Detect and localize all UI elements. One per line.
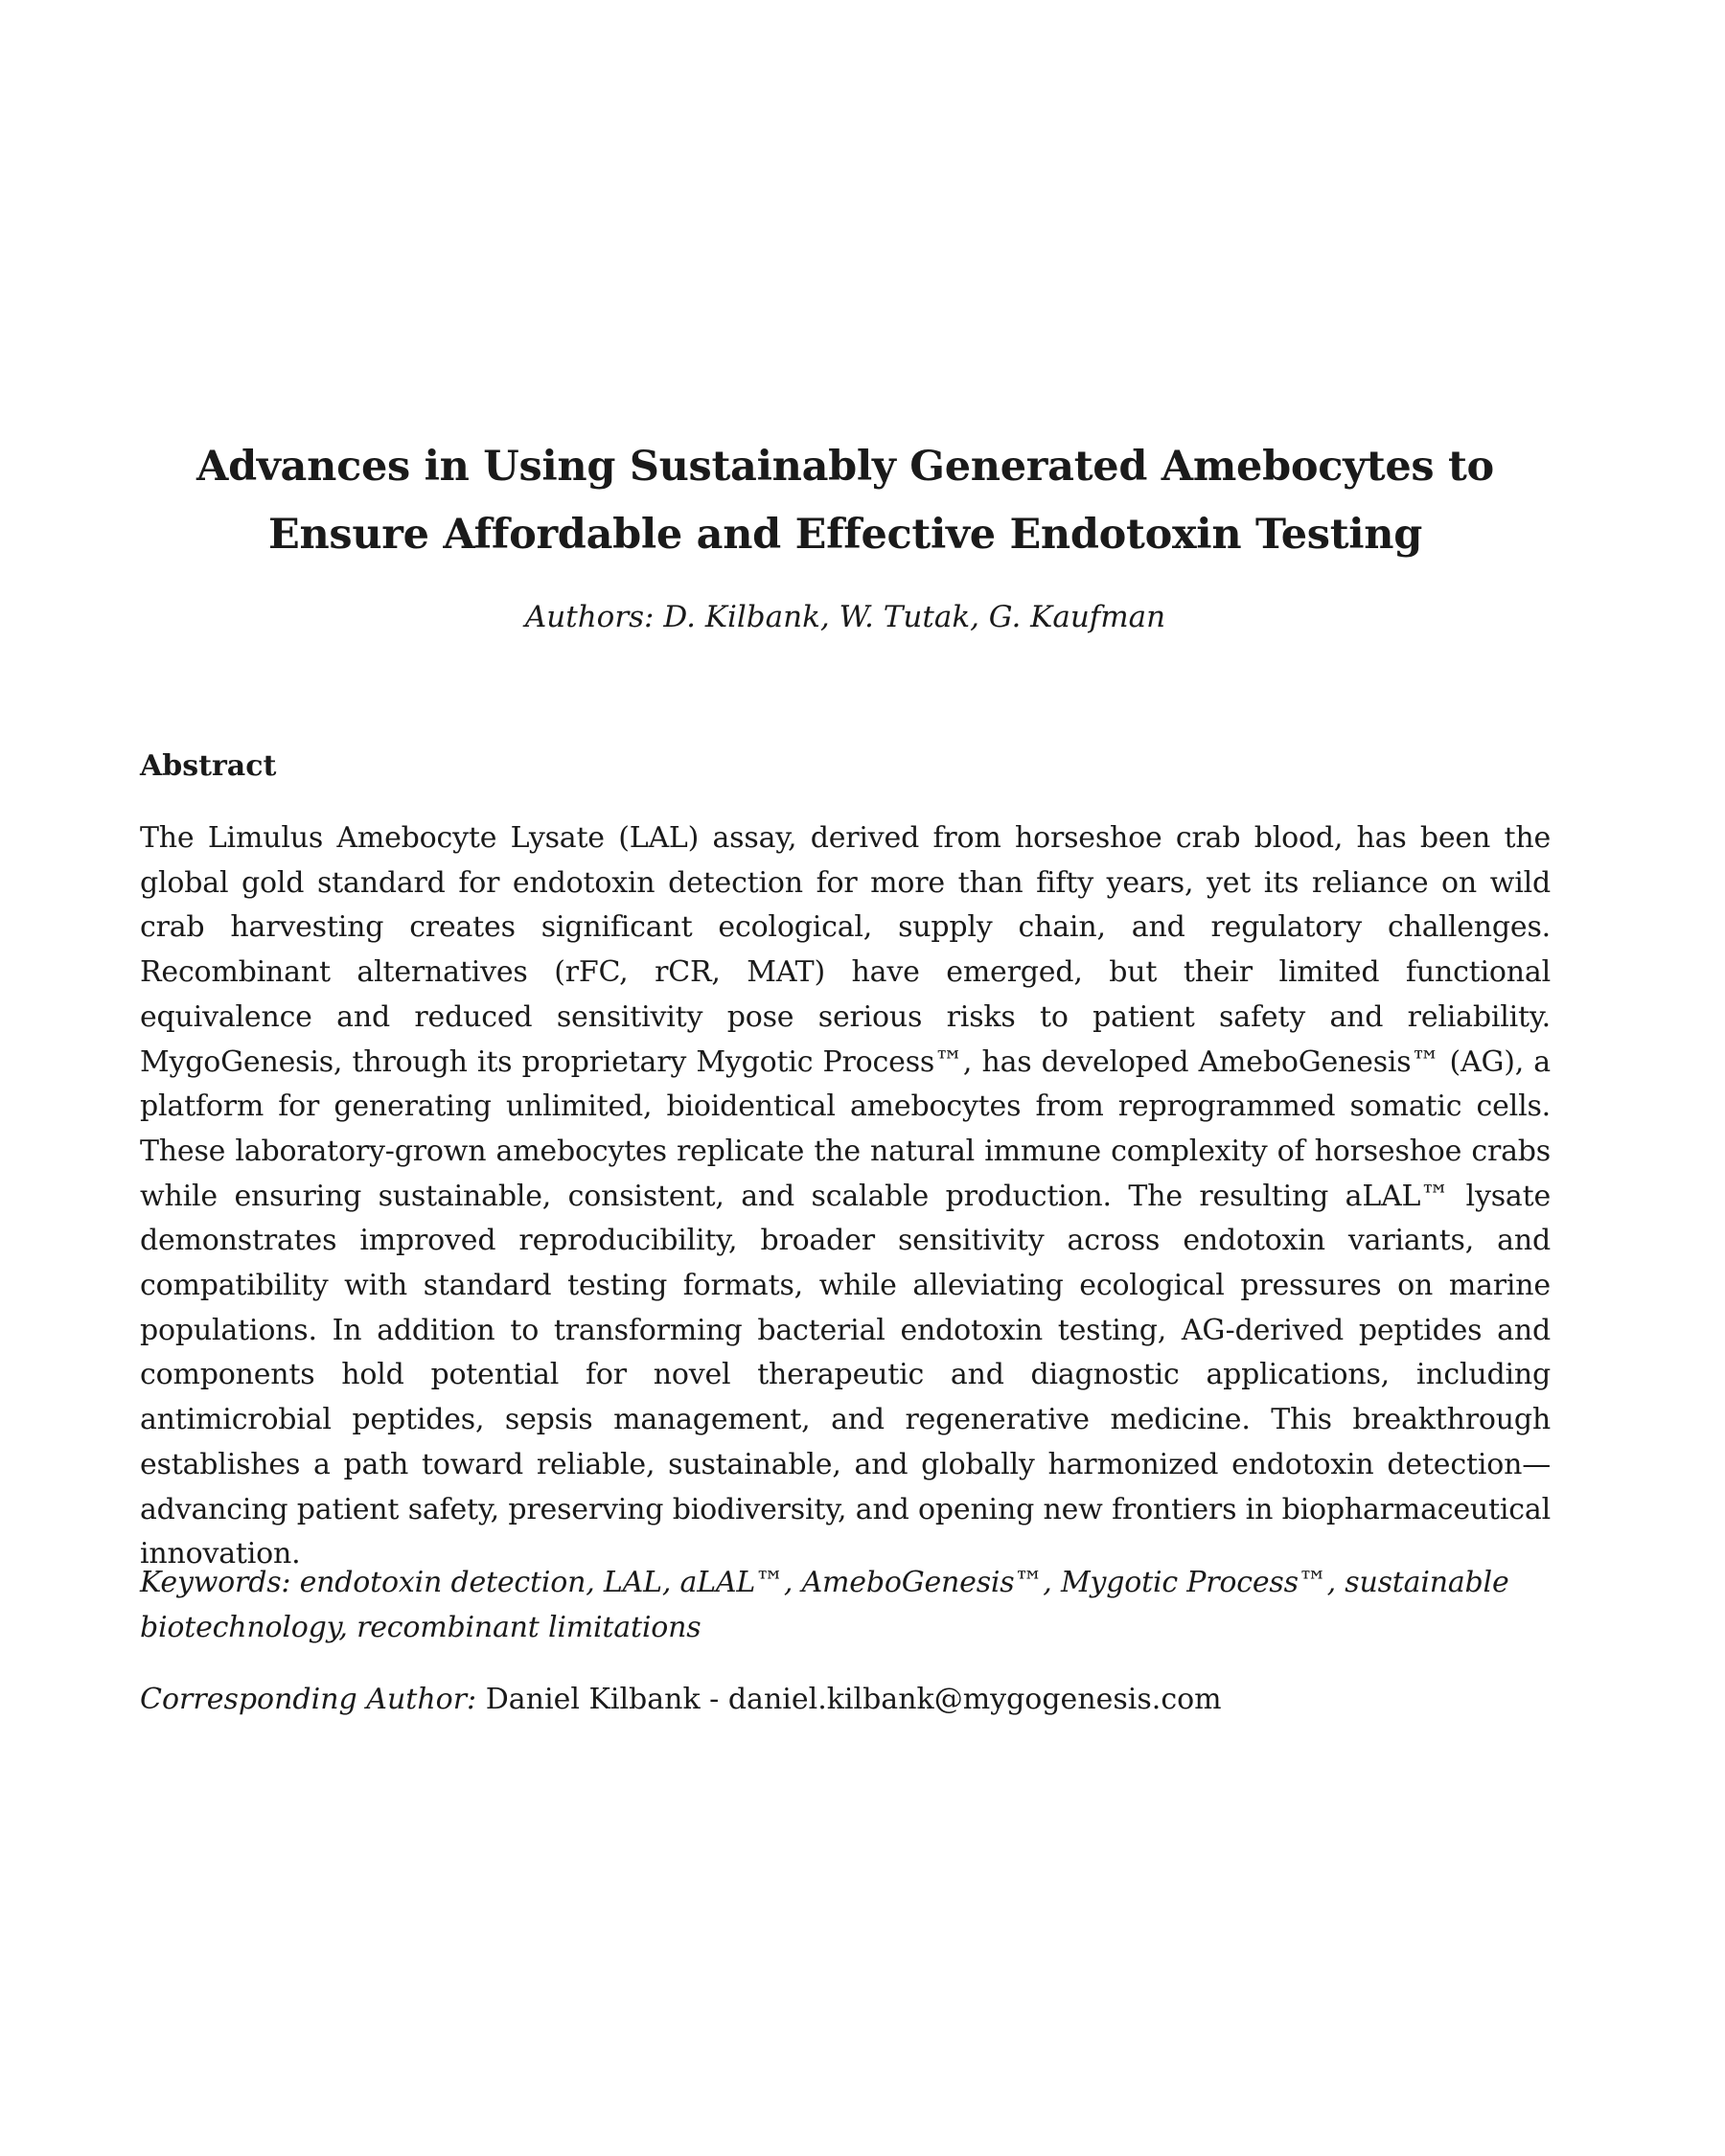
authors-line: Authors: D. Kilbank, W. Tutak, G. Kaufman — [524, 600, 1166, 634]
paper-title — [140, 433, 1551, 569]
corresponding-author-label: Corresponding Author: — [140, 1683, 477, 1716]
corresponding-author — [140, 1679, 1551, 1721]
paper-title-line-2: Ensure Affordable and Effective Endotoxin Testing — [267, 511, 1423, 559]
corresponding-author-value: Daniel Kilbank - daniel.kilbank@mygogenesis.com — [476, 1683, 1222, 1716]
abstract-body: The Limulus Amebocyte Lysate (LAL) assay, derived from horseshoe crab blood, has been the global gold standard for endotoxin detection for more than fifty years, yet its reliance on wild crab harvesting creates significant ecological, supply chain, and regulatory challenges. Recombinant alternatives (rFC, rCR, MAT) have emerged, but their limited functional equivalence and reduced sensitivity pose serious risks to patient safety and reliability. MygoGenesis, through its proprietary Mygotic Process™, has developed AmeboGenesis™ (AG), a platform for generating unlimited, bioidentical amebocytes from reprogrammed somatic cells. These laboratory-grown amebocytes replicate the natural immune complexity of horseshoe crabs while ensuring sustainable, consistent, and scalable production. The resulting aLAL™ lysate demonstrates improved reproducibility, broader sensitivity across endotoxin variants, and compatibility with standard testing formats, while alleviating ecological pressures on marine populations. In addition to transforming bacterial endotoxin testing, AG-derived peptides and components hold potential for novel therapeutic and diagnostic applications, including antimicrobial peptides, sepsis management, and regenerative medicine. This breakthrough establishes a path toward reliable, sustainable, and globally harmonized endotoxin detection—advancing patient safety, preserving biodiversity, and opening new frontiers in biopharmaceutical innovation. — [140, 821, 1551, 1571]
keywords-line: Keywords: endotoxin detection, LAL, aLAL™, AmeboGenesis™, Mygotic Process™, sustainable biotechnology, recombinant limitations — [140, 1566, 1509, 1644]
abstract-heading: Abstract — [140, 749, 277, 783]
paper-title-line-1: Advances in Using Sustainably Generated Amebocytes to — [196, 443, 1494, 491]
